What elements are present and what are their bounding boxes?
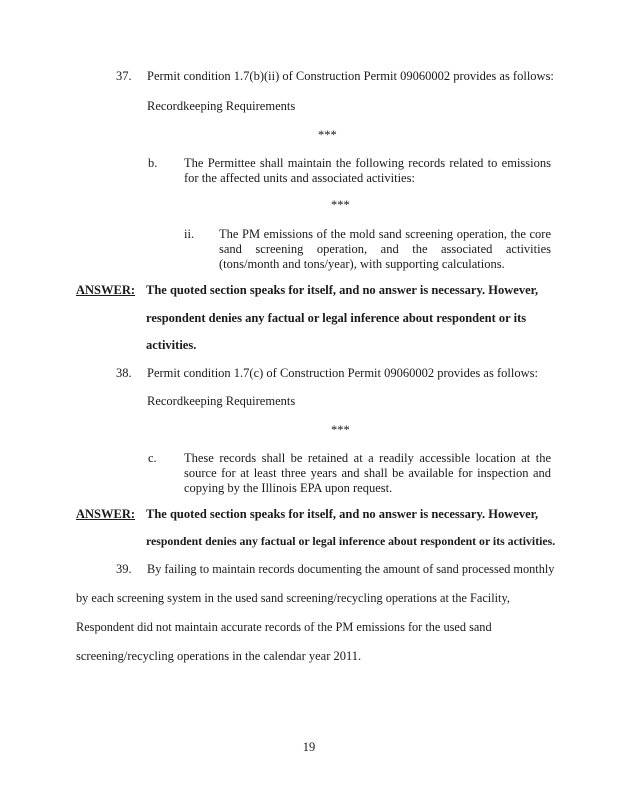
subsection-label: ii. xyxy=(184,227,195,241)
paragraph-intro: Permit condition 1.7(b)(ii) of Construction Permit 09060002 provides as follows: xyxy=(147,69,554,83)
answer-text-line: respondent denies any factual or legal inference about respondent or its activities. xyxy=(146,534,556,548)
quoted-condition-text: The Permittee shall maintain the following records related to emissions for the affected units and associated activities: xyxy=(184,156,551,185)
paragraph-number: 37. xyxy=(116,69,132,83)
subsection-label: c. xyxy=(148,451,157,465)
paragraph-number: 39. xyxy=(116,562,132,576)
body-text-line: screening/recycling operations in the calendar year 2011. xyxy=(76,649,362,663)
ellipsis-stars: *** xyxy=(331,423,350,437)
ellipsis-stars: *** xyxy=(318,128,337,142)
body-text-line: Respondent did not maintain accurate records of the PM emissions for the used sand xyxy=(76,620,492,634)
answer-text-line: The quoted section speaks for itself, and no answer is necessary. However, xyxy=(146,283,539,297)
ellipsis-stars: *** xyxy=(331,198,350,212)
paragraph-intro: Permit condition 1.7(c) of Construction Permit 09060002 provides as follows: xyxy=(147,366,538,380)
body-text-line: by each screening system in the used sand screening/recycling operations at the Facility, xyxy=(76,591,510,605)
paragraph-number: 38. xyxy=(116,366,132,380)
answer-label: ANSWER: xyxy=(76,283,136,297)
subsection-label: b. xyxy=(148,156,158,170)
answer-text-line: respondent denies any factual or legal inference about respondent or its xyxy=(146,311,527,325)
quoted-condition-text: These records shall be retained at a readily accessible location at the source for at least three years and shall be available for inspection and copying by the Illinois EPA upon request. xyxy=(184,451,551,495)
body-text-line: By failing to maintain records documenting the amount of sand processed monthly xyxy=(147,562,555,576)
answer-label: ANSWER: xyxy=(76,507,136,521)
answer-text-line: The quoted section speaks for itself, and no answer is necessary. However, xyxy=(146,507,539,521)
section-heading: Recordkeeping Requirements xyxy=(147,99,296,113)
page-number: 19 xyxy=(302,740,316,754)
quoted-condition-text: The PM emissions of the mold sand screening operation, the core sand screening operation, and the associated activities (tons/month and tons/year), with supporting calculations. xyxy=(219,227,551,271)
answer-text-line: activities. xyxy=(146,338,197,352)
section-heading: Recordkeeping Requirements xyxy=(147,394,296,408)
